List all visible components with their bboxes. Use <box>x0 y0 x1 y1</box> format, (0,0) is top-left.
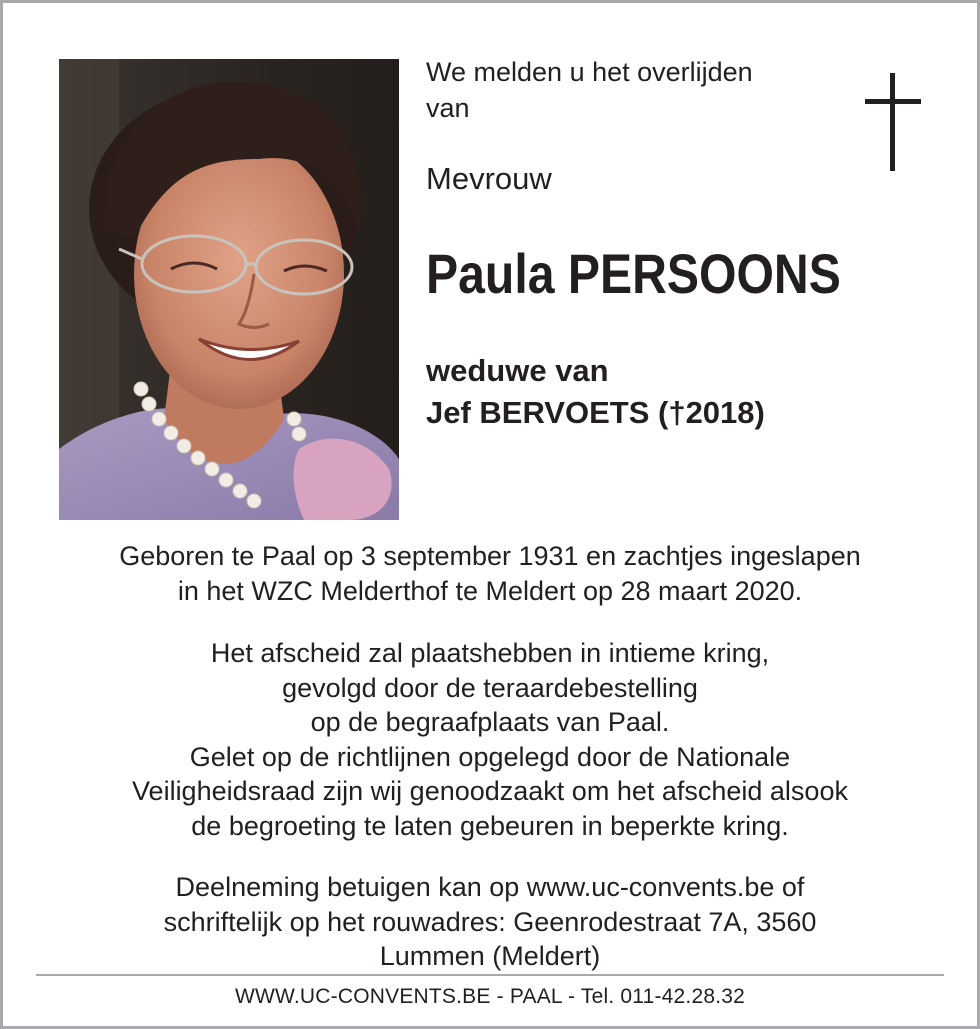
footer-contact: WWW.UC-CONVENTS.BE - PAAL - Tel. 011-42.28.32 <box>234 985 746 1008</box>
announcement-line: van <box>426 93 470 123</box>
text-line: schriftelijk op het rouwadres: Geenrodestraat 7A, 3560 <box>163 906 817 937</box>
text-line: in het WZC Melderthof te Meldert op 28 maart 2020. <box>177 575 803 606</box>
text-line: gevolgd door de teraardebestelling <box>282 672 698 703</box>
footer-divider <box>36 974 944 976</box>
text-line: de begroeting te laten gebeuren in beperkte kring. <box>191 810 789 841</box>
text-line: Veiligheidsraad zijn wij genoodzaakt om het afscheid alsook <box>132 776 848 807</box>
cross-icon <box>865 73 921 171</box>
text-line: Lummen (Meldert) <box>379 941 601 972</box>
portrait-photo <box>59 59 399 520</box>
text-line: Gelet op de richtlijnen opgelegd door de Nationale <box>189 741 791 772</box>
announcement-line: We melden u het overlijden <box>426 57 753 87</box>
text-line: op de begraafplaats van Paal. <box>310 707 670 738</box>
widow-line: weduwe van <box>426 353 609 388</box>
text-line: Het afscheid zal plaatshebben in intieme kring, <box>210 638 770 668</box>
text-line: Geboren te Paal op 3 september 1931 en zachtjes ingeslapen <box>119 541 861 571</box>
ceremony-paragraph <box>30 636 950 844</box>
birth-death-paragraph <box>30 539 950 608</box>
widow-of <box>426 350 765 434</box>
honorific: Mevrouw <box>426 161 552 196</box>
portrait-image <box>59 59 399 520</box>
announcement-text <box>426 54 826 126</box>
text-line: Deelneming betuigen kan op www.uc-convents.be of <box>175 872 805 902</box>
deceased-name: Paula PERSOONS <box>426 242 841 305</box>
condolence-paragraph <box>30 870 950 974</box>
spouse-name: Jef BERVOETS (†2018) <box>426 395 765 430</box>
